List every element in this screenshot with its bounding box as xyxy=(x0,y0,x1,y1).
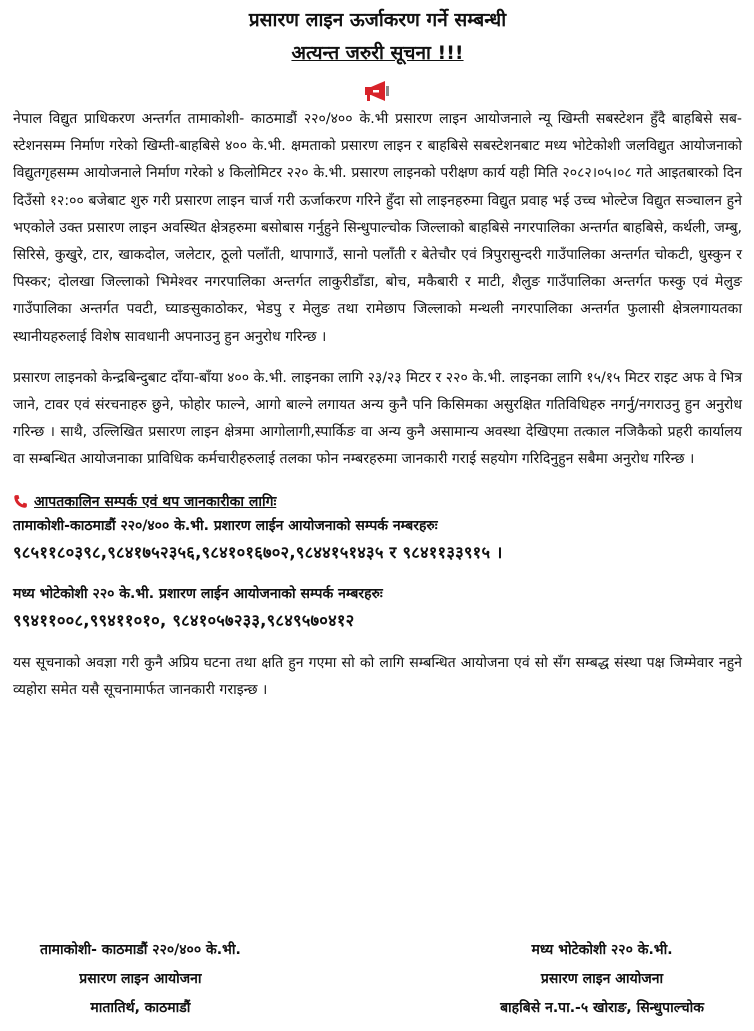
project2-contact-label: मध्य भोटेकोशी २२० के.भी. प्रशारण लाईन आयोजनाको सम्पर्क नम्बरहरुः xyxy=(13,585,383,602)
emergency-contact-heading xyxy=(13,490,742,514)
emergency-contact-heading-text: आपतकालिन सम्पर्क एवं थप जानकारीका लागिः xyxy=(34,493,277,510)
project2-contact-numbers: ९९४११००८,९९४११०१०, ९८४१०५७२३३,९८४९५७०४१२ xyxy=(13,610,355,630)
signature-right xyxy=(500,936,704,1023)
notice-title: प्रसारण लाइन ऊर्जाकरण गर्ने सम्बन्धी xyxy=(248,9,507,31)
signature-left-line2: प्रसारण लाइन आयोजना xyxy=(79,971,202,987)
signature-left xyxy=(40,936,241,1023)
project1-contact-numbers: ९८५११८०३९८,९८४१७५२३५६,९८४१०१६७०२,९८४४१५१४३५ र ९८४११३३९१५ । xyxy=(13,542,503,562)
signature-right-line1: मध्य भोटेकोशी २२० के.भी. xyxy=(531,942,673,958)
project1-contact-label: तामाकोशी-काठमाडौं २२०/४०० के.भी. प्रशारण लाईन आयोजनाको सम्पर्क नम्बरहरुः xyxy=(13,517,438,534)
signature-left-line3: मातातिर्थ, काठमाडौं xyxy=(90,1000,191,1016)
phone-icon xyxy=(13,494,28,509)
notice-subtitle: अत्यन्त जरुरी सूचना !!! xyxy=(291,42,464,64)
notice-paragraph-3: यस सूचनाको अवज्ञा गरी कुनै अप्रिय घटना तथा क्षति हुन गएमा सो को लागि सम्बन्धित आयोजना एवं सो सँग सम्बद्ध संस्था पक्ष जिम्मेवार नहुने व्यहोरा समेत यसै सूचनामार्फत जानकारी गराइन्छ । xyxy=(13,654,742,698)
signature-right-line3: बाहबिसे न.पा.-५ खोराङ, सिन्धुपाल्चोक xyxy=(500,1000,704,1016)
signature-block xyxy=(0,936,754,1023)
signature-right-line2: प्रसारण लाइन आयोजना xyxy=(540,971,664,987)
signature-left-line1: तामाकोशी- काठमाडौं २२०/४०० के.भी. xyxy=(40,942,241,958)
notice-paragraph-1: नेपाल विद्युत प्राधिकरण अन्तर्गत तामाकोशी- काठमाडौं २२०/४०० के.भी प्रसारण लाइन आयोजनाले न्यू खिम्ती सबस्टेशन हुँदै बाहबिसे सब-स्टेशनसम्म निर्माण गरेको खिम्ती-बाहबिसे ४०० के.भी. क्षमताको प्रसारण लाइन र बाहबिसे सबस्टेशनबाट मध्य भोटेकोशी जलविद्युत आयोजनाको विद्युतगृहसम्म आयोजनाले निर्माण गरेको ४ किलोमिटर २२० के.भी. प्रसारण लाइनको परीक्षण कार्य यही मिति २०८२।०५।०८ गते आइतबारको दिन दिउँसो १२:०० बजेबाट शुरु गरी प्रसारण लाइन चार्ज गरी ऊर्जाकरण गरिने हुँदा सो लाइनहरुमा विद्युत प्रवाह भई उच्च भोल्टेज विद्युत सञ्चालन हुने भएकोले उक्त प्रसारण लाइन अवस्थित क्षेत्रहरुमा बसोबास गर्नुहुने सिन्धुपाल्चोक जिल्लाको बाहबिसे नगरपालिका अन्तर्गत बाहबिसे, कर्थली, जम्बु, सिरिसे, कुखुरे, टार, खाकदोल, जलेटार, ठूलो पलाँती, थापागाउँ, सानो पलाँती र बेतेचौर एवं त्रिपुरासुन्दरी गाउँपालिका अन्तर्गत चोकटी, धुस्कुन र पिस्कर; दोलखा जिल्लाको भिमेश्वर नगरपालिका अन्तर्गत लाकुरीडाँडा, बोच, मकैबारी र माटी, शैलुङ गाउँपालिका अन्तर्गत फस्कु एवं मेलुङ गाउँपालिका अन्तर्गत पवटी, घ्याङसुकाठोकर, भेडपु र मेलुङ तथा रामेछाप जिल्लाको मन्थली नगरपालिका अन्तर्गत फुलासी क्षेत्रलगायतका स्थानीयहरुलाई विशेष सावधानी अपनाउनु हुन अनुरोध गरिन्छ । xyxy=(13,111,742,345)
megaphone-icon xyxy=(363,78,393,104)
notice-paragraph-2: प्रसारण लाइनको केन्द्रबिन्दुबाट दाँया-बाँया ४०० के.भी. लाइनका लागि २३/२३ मिटर र २२० के.भी. लाइनका लागि १५/१५ मिटर राइट अफ वे भित्र जाने, टावर एवं संरचनाहरु छुने, फोहोर फाल्ने, आगो बाल्ने लगायत अन्य कुनै पनि किसिमका असुरक्षित गतिविधिहरु नगर्नु/नगराउनु हुन अनुरोध गरिन्छ । साथै, उल्लिखित प्रसारण लाइन क्षेत्रमा आगोलागी,स्पार्किङ वा अन्य कुनै असामान्य अवस्था देखिएमा तत्काल नजिकैको प्रहरी कार्यालय वा सम्बन्धित आयोजनाका प्राविधिक कर्मचारीहरुलाई तलका फोन नम्बरहरुमा जानकारी गराई सहयोग गरिदिनुहुन सबैमा अनुरोध गरिन्छ । xyxy=(13,369,742,468)
